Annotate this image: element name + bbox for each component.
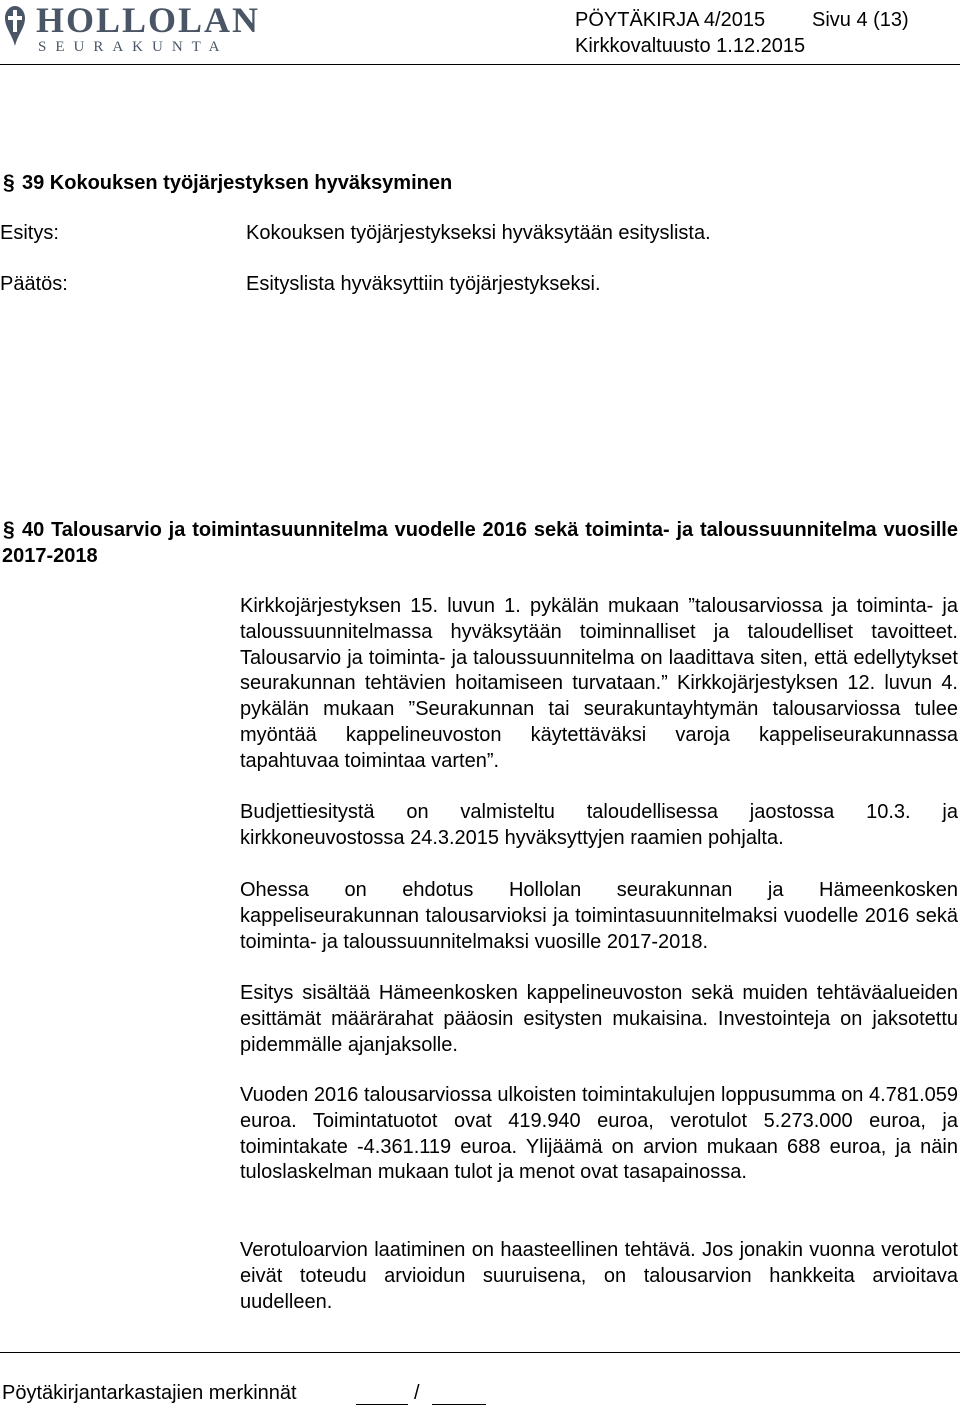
footer-text: Pöytäkirjantarkastajien merkinnät [2, 1382, 297, 1404]
paragraph-text: Budjettiesitystä on valmisteltu taloudellisessa jaostossa 10.3. ja kirkkoneuvostossa 24.3.2015 hyväksyttyjen raamien pohjalta. [240, 801, 958, 849]
document-title: PÖYTÄKIRJA 4/2015 [575, 9, 766, 31]
page-number: Sivu 4 (13) [812, 9, 909, 31]
hollolan-logo [0, 0, 290, 62]
initials-blank [432, 1404, 486, 1405]
section-mark: § [3, 518, 15, 541]
initials-blank [356, 1404, 408, 1405]
paragraph [240, 1083, 958, 1186]
paragraph-text: Kirkkojärjestyksen 15. luvun 1. pykälän mukaan ”talousarviossa ja toiminta- ja taloussuunnitelmassa hyväksytään toiminnalliset ja taloudelliset tavoitteet. Talousarvio ja toiminta- ja taloussuunnitelma on laadittava siten, että edellytykset seurakunnan tehtävien hoitamiseen turvataan.” Kirkkojärjestyksen 12. luvun 4. pykälän mukaan ”Seurakunnan tai seurakuntayhtymän talousarviossa tulee myöntää kappelineuvoston käytettäväksi varoja kappeliseurakunnassa tapahtuvaa toimintaa varten”. [240, 595, 958, 772]
paatos-text: Esityslista hyväksyttiin työjärjestykseksi. [246, 273, 601, 295]
paatos-label: Päätös: [0, 273, 68, 295]
paragraph-text: Ohessa on ehdotus Hollolan seurakunnan ja Hämeenkosken kappeliseurakunnan talousarvioksi ja toimintasuunnitelmaksi vuodelle 2016 sekä toiminta- ja taloussuunnitelmaksi vuosille 2017-2018. [240, 879, 958, 953]
paragraph [240, 878, 958, 955]
esitys-text: Kokouksen työjärjestykseksi hyväksytään esityslista. [246, 222, 711, 244]
logo-name: HOLLOLAN [36, 0, 261, 40]
initials-separator: / [414, 1382, 420, 1404]
logo-subtitle: SEURAKUNTA [38, 39, 229, 55]
paragraph [240, 981, 958, 1058]
footer-divider [0, 1352, 960, 1353]
paragraph [240, 1238, 958, 1315]
section-39-heading: 39 Kokouksen työjärjestyksen hyväksyminen [22, 172, 453, 194]
meeting-name: Kirkkovaltuusto 1.12.2015 [575, 35, 806, 57]
section-40-heading: 40 Talousarvio ja toimintasuunnitelma vuodelle 2016 sekä toiminta- ja taloussuunnitelma vuosille 2017-2018 [2, 519, 958, 567]
paragraph [240, 800, 958, 852]
paragraph [240, 594, 958, 775]
header-divider [0, 64, 960, 65]
paragraph-text: Verotuloarvion laatiminen on haasteellinen tehtävä. Jos jonakin vuonna verotulot eivät toteudu arvioidun suuruisena, on talousarvion hankkeita arvioitava uudelleen. [240, 1239, 958, 1313]
paragraph-text: Esitys sisältää Hämeenkosken kappelineuvoston sekä muiden tehtäväalueiden esittämät määrärahat pääosin esitysten mukaisina. Investointeja on jaksotettu pidemmälle ajanjaksolle. [240, 982, 958, 1056]
paragraph-text: Vuoden 2016 talousarviossa ulkoisten toimintakulujen loppusumma on 4.781.059 euroa. Toimintatuotot ovat 419.940 euroa, verotulot 5.273.000 euroa, ja toimintakate -4.361.119 euroa. Ylijäämä on arvion mukaan 688 euroa, ja näin tuloslaskelman mukaan tulot ja menot ovat tasapainossa. [240, 1084, 958, 1184]
section-mark: § [3, 171, 15, 194]
esitys-label: Esitys: [0, 222, 59, 244]
cross-icon [0, 4, 30, 48]
